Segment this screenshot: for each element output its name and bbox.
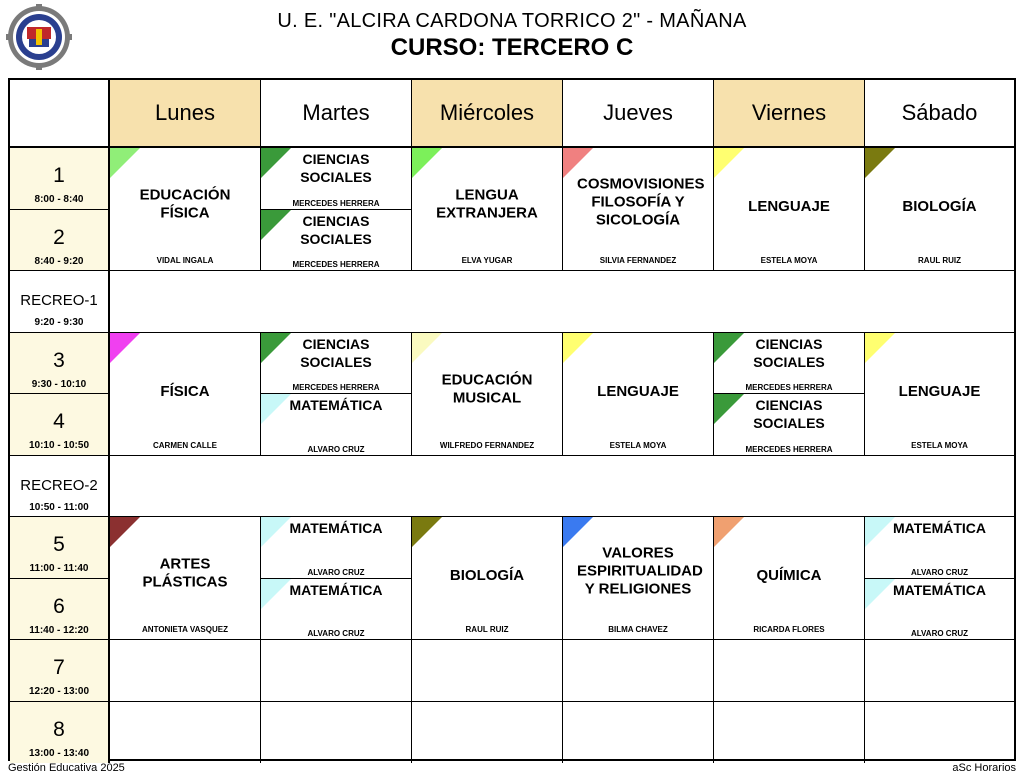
lesson-subject: CIENCIAS SOCIALES: [753, 335, 825, 370]
recess-label: [10, 456, 110, 518]
period-time: 11:00 - 11:40: [29, 563, 89, 574]
lesson-subject: BIOLOGÍA: [902, 197, 977, 215]
subject-color-marker: [714, 517, 744, 547]
lesson-teacher: MERCEDES HERRERA: [292, 198, 380, 208]
lesson-teacher: ESTELA MOYA: [609, 440, 667, 450]
lesson-teacher: WILFREDO FERNANDEZ: [439, 440, 535, 450]
lesson-subject: BIOLOGÍA: [449, 566, 525, 584]
period-number: RECREO-2: [20, 476, 98, 494]
subject-color-marker: [110, 517, 140, 547]
subject-color-marker: [110, 148, 140, 178]
lesson-teacher: ALVARO CRUZ: [307, 629, 365, 638]
lesson-subject: MATEMÁTICA: [289, 520, 383, 536]
subject-color-marker: [412, 333, 442, 363]
subject-color-marker: [412, 148, 442, 178]
lesson-card[interactable]: [865, 579, 1014, 641]
lesson-subject: CIENCIAS SOCIALES: [753, 397, 825, 431]
recess-row: [110, 456, 1014, 518]
period-label: [10, 702, 110, 764]
lesson-card[interactable]: [261, 579, 412, 641]
lesson-card[interactable]: [714, 517, 865, 640]
recess-row: [110, 271, 1014, 333]
lesson-subject: MATEMÁTICA: [892, 520, 987, 536]
day-header: Miércoles: [412, 80, 563, 148]
period-time: 12:20 - 13:00: [28, 686, 90, 697]
subject-color-marker: [714, 148, 744, 178]
lesson-card[interactable]: [865, 148, 1014, 271]
day-header: Sábado: [865, 80, 1014, 148]
period-label: [10, 640, 110, 702]
lesson-teacher: VIDAL INGALA: [156, 256, 214, 265]
empty-slot[interactable]: [714, 640, 865, 702]
lesson-card[interactable]: [563, 333, 714, 456]
lesson-subject: MATEMÁTICA: [289, 581, 383, 598]
period-number: 3: [53, 348, 65, 372]
lesson-card[interactable]: [865, 333, 1014, 456]
lesson-teacher: MERCEDES HERRERA: [292, 260, 380, 269]
day-header: Martes: [261, 80, 412, 148]
lesson-teacher: RAUL RUIZ: [465, 625, 509, 634]
footer-left: Gestión Educativa 2025: [8, 762, 125, 774]
period-label: [10, 394, 110, 456]
lesson-subject: EDUCACIÓN MUSICAL: [441, 371, 533, 407]
lesson-teacher: MERCEDES HERRERA: [745, 444, 833, 454]
empty-slot[interactable]: [714, 702, 865, 764]
period-number: 1: [53, 164, 65, 187]
lesson-card[interactable]: [110, 333, 261, 456]
lesson-teacher: ESTELA MOYA: [760, 256, 818, 265]
day-header: Lunes: [110, 80, 261, 148]
empty-slot[interactable]: [110, 640, 261, 702]
lesson-card[interactable]: [110, 148, 261, 271]
corner-cell: [10, 80, 110, 148]
period-label: [10, 333, 110, 395]
lesson-subject: MATEMÁTICA: [892, 581, 987, 598]
lesson-card[interactable]: [563, 148, 714, 271]
lesson-teacher: ALVARO CRUZ: [307, 567, 365, 577]
lesson-card[interactable]: [412, 517, 563, 640]
footer-right: aSc Horarios: [952, 762, 1016, 774]
day-header: Viernes: [714, 80, 865, 148]
empty-slot[interactable]: [865, 702, 1014, 764]
empty-slot[interactable]: [563, 640, 714, 702]
subject-color-marker: [865, 148, 895, 178]
lesson-subject: CIENCIAS SOCIALES: [300, 151, 372, 185]
period-number: 5: [53, 533, 65, 556]
subject-color-marker: [563, 148, 593, 178]
period-time: 13:00 - 13:40: [28, 747, 90, 759]
lesson-subject: ARTES PLÁSTICAS: [142, 555, 228, 591]
subject-color-marker: [110, 333, 140, 363]
day-header: Jueves: [563, 80, 714, 148]
period-time: 10:10 - 10:50: [28, 440, 90, 451]
lesson-subject: LENGUAJE: [597, 382, 679, 400]
lesson-card[interactable]: [714, 333, 865, 395]
period-label: [10, 517, 110, 579]
lesson-card[interactable]: [412, 148, 563, 271]
lesson-card[interactable]: [261, 210, 412, 272]
school-name: U. E. "ALCIRA CARDONA TORRICO 2" - MAÑANA: [277, 10, 747, 32]
lesson-card[interactable]: [714, 394, 865, 456]
lesson-teacher: MERCEDES HERRERA: [292, 383, 380, 392]
period-number: 2: [53, 225, 65, 249]
lesson-subject: CIENCIAS SOCIALES: [300, 212, 372, 247]
lesson-teacher: ELVA YUGAR: [461, 256, 513, 265]
lesson-card[interactable]: [714, 148, 865, 271]
period-label: [10, 210, 110, 272]
empty-slot[interactable]: [865, 640, 1014, 702]
period-time: 8:40 - 9:20: [34, 255, 84, 267]
lesson-card[interactable]: [261, 333, 412, 395]
empty-slot[interactable]: [261, 702, 412, 764]
period-time: 10:50 - 11:00: [29, 501, 89, 513]
lesson-card[interactable]: [261, 394, 412, 456]
lesson-subject: LENGUA EXTRANJERA: [436, 186, 538, 222]
empty-slot[interactable]: [412, 702, 563, 764]
lesson-subject: CIENCIAS SOCIALES: [300, 335, 372, 370]
lesson-subject: EDUCACIÓN FÍSICA: [139, 186, 231, 222]
empty-slot[interactable]: [412, 640, 563, 702]
subject-color-marker: [563, 517, 593, 547]
lesson-subject: VALORES ESPIRITUALIDAD Y RELIGIONES: [577, 544, 703, 598]
lesson-subject: FÍSICA: [160, 382, 210, 400]
empty-slot[interactable]: [110, 702, 261, 764]
period-label: [10, 148, 110, 210]
period-label: [10, 579, 110, 641]
period-time: 11:40 - 12:20: [29, 624, 89, 636]
subject-color-marker: [412, 517, 442, 547]
lesson-teacher: ESTELA MOYA: [911, 440, 968, 450]
lesson-teacher: ALVARO CRUZ: [307, 444, 365, 454]
period-number: 8: [53, 717, 65, 741]
lesson-teacher: RAUL RUIZ: [918, 256, 961, 265]
lesson-card[interactable]: [110, 517, 261, 640]
lesson-teacher: SILVIA FERNANDEZ: [599, 256, 677, 265]
lesson-subject: QUÍMICA: [756, 566, 822, 584]
period-time: 9:30 - 10:10: [31, 378, 87, 390]
lesson-teacher: ANTONIETA VASQUEZ: [142, 625, 228, 634]
lesson-card[interactable]: [412, 333, 563, 456]
lesson-subject: LENGUAJE: [748, 197, 830, 215]
lesson-card[interactable]: [563, 517, 714, 640]
empty-slot[interactable]: [261, 640, 412, 702]
subject-color-marker: [563, 333, 593, 363]
period-number: RECREO-1: [20, 292, 98, 309]
period-time: 8:00 - 8:40: [34, 194, 84, 205]
recess-label: [10, 271, 110, 333]
lesson-teacher: BILMA CHAVEZ: [608, 625, 668, 634]
timetable-grid: [8, 78, 1016, 761]
lesson-teacher: MERCEDES HERRERA: [745, 383, 833, 392]
empty-slot[interactable]: [563, 702, 714, 764]
period-number: 7: [53, 656, 65, 679]
lesson-card[interactable]: [261, 517, 412, 579]
lesson-teacher: ALVARO CRUZ: [910, 629, 969, 638]
lesson-card[interactable]: [865, 517, 1014, 579]
lesson-subject: MATEMÁTICA: [289, 397, 383, 413]
period-number: 4: [53, 410, 65, 433]
lesson-card[interactable]: [261, 148, 412, 210]
lesson-subject: COSMOVISIONES FILOSOFÍA Y SICOLOGÍA: [577, 175, 705, 229]
period-number: 6: [53, 594, 65, 618]
period-time: 9:20 - 9:30: [34, 317, 84, 328]
subject-color-marker: [865, 333, 895, 363]
lesson-subject: LENGUAJE: [898, 382, 981, 400]
course-title: CURSO: TERCERO C: [390, 34, 634, 61]
lesson-teacher: ALVARO CRUZ: [910, 567, 969, 577]
lesson-teacher: CARMEN CALLE: [153, 440, 217, 450]
lesson-teacher: RICARDA FLORES: [753, 625, 825, 634]
